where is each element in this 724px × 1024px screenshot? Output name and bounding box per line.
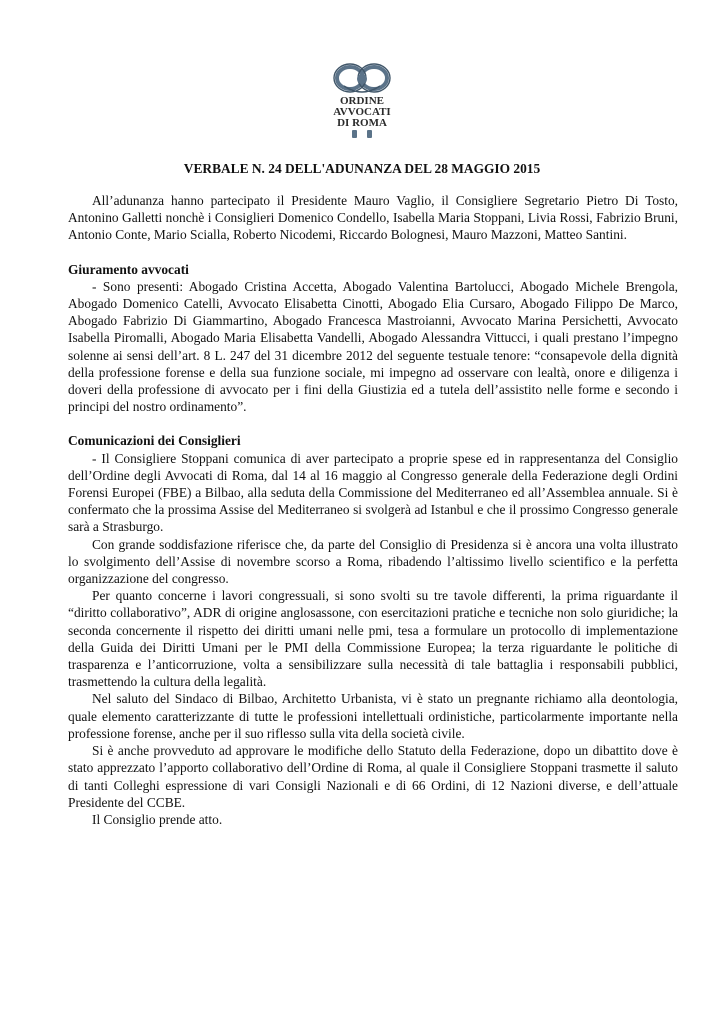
section-paragraph: Nel saluto del Sindaco di Bilbao, Architetto Urbanista, vi è stato un pregnante richiamo alla deontologia, quale elemento caratterizzante di tutte le professioni intellettuali ordinistiche, particolarmente importante nella professione forense, anche per il suo riflesso sulla vita della società civile.: [68, 691, 678, 741]
section-paragraph: Il Consiglio prende atto.: [92, 811, 223, 827]
section-paragraph: Con grande soddisfazione riferisce che, da parte del Consiglio di Presidenza si è ancora una volta illustrato lo svolgimento dell’Assise di novembre scorso a Roma, ribadendo l’altissimo livello scientifico e la perfetta organizzazione del congresso.: [68, 536, 678, 587]
intro-paragraph: All’adunanza hanno partecipato il Presidente Mauro Vaglio, il Consigliere Segretario Pietro Di Tosto, Antonino Galletti nonchè i Consiglieri Domenico Condello, Isabella Maria Stoppani, Livia Rossi, Fabrizio Bruni, Antonio Conte, Mario Scialla, Roberto Nicodemi, Riccardo Bolognesi, Mauro Mazzoni, Matteo Santini.: [68, 193, 678, 243]
logo-emblem-icon: [322, 62, 402, 140]
document-body: [68, 192, 678, 828]
ordine-avvocati-logo: [322, 62, 402, 140]
section-heading-giuramento: Giuramento avvocati: [68, 261, 189, 277]
section-paragraph: - Il Consigliere Stoppani comunica di aver partecipato a proprie spese ed in rappresentanza del Consiglio dell’Ordine degli Avvocati di Roma, dal 14 al 16 maggio al Congresso generale della Federazione degli Ordini Forensi Europei (FBE) a Bilbao, alla seduta della Commissione del Mediterraneo ed all’Assemblea annuale. Si è confermato che la prossima Assise del Mediterraneo si svolgerà ad Istanbul e che il prossimo Congresso generale sarà a Strasburgo.: [68, 450, 678, 535]
logo-line-3: DI ROMA: [337, 117, 387, 129]
spacer: [68, 415, 678, 432]
document-title: VERBALE N. 24 DELL'ADUNANZA DEL 28 MAGGIO 2015: [183, 161, 541, 176]
section-paragraph: Si è anche provveduto ad approvare le modifiche dello Statuto della Federazione, dopo un dibattito dove è stato apprezzato l’apporto collaborativo dell’Ordine di Roma, al quale il Consigliere Stoppani trasmette il saluto di tanti Colleghi espressione di vari Consigli Nazionali e di 66 Ordini, di 12 Nazioni diverse, e dell’attuale Presidente del CCBE.: [68, 743, 678, 810]
section-paragraph: - Sono presenti: Abogado Cristina Accetta, Abogado Valentina Bartolucci, Abogado Michele Brengola, Abogado Domenico Catelli, Avvocato Elisabetta Cinotti, Abogado Elia Cursaro, Abogado Filippo De Marco, Abogado Fabrizio Di Giammartino, Abogado Francesca Mastroianni, Avvocato Marina Persichetti, Avvocato Isabella Piromalli, Abogado Maria Elisabetta Vandelli, Abogado Alessandra Vittucci, i quali prestano l’impegno solenne ai sensi dell’art. 8 L. 247 del 31 dicembre 2012 del seguente testuale tenore: “consapevole della dignità della professione forense e della sua funzione sociale, mi impegno ad osservare con lealtà, onore e diligenza i doveri della professione di avvocato per i fini della Giustizia ed a tutela dell’assistito nelle forme e secondo i principi del nostro ordinamento”.: [68, 278, 678, 415]
logo-line-1: ORDINE: [339, 95, 385, 107]
logo-line-2: AVVOCATI: [333, 106, 391, 118]
section-heading-comunicazioni: Comunicazioni dei Consiglieri: [68, 433, 241, 449]
section-paragraph: Per quanto concerne i lavori congressuali, si sono svolti su tre tavole differenti, la prima riguardante il “diritto collaborativo”, ADR di origine anglosassone, con esercitazioni pratiche e tecniche non solo giuridiche; la seconda concernente il rispetto dei diritti umani nelle pmi, tesa a formulare un protocollo di implementazione della Guida dei Diritti Umani per le PMI della Commissione Europea; la terza riguardante le politiche di trasparenza e l’anticorruzione, volta a sensibilizzare sulla necessità di tale battaglia i responsabili pubblici, trasmettendo la cultura della legalità.: [68, 588, 678, 690]
